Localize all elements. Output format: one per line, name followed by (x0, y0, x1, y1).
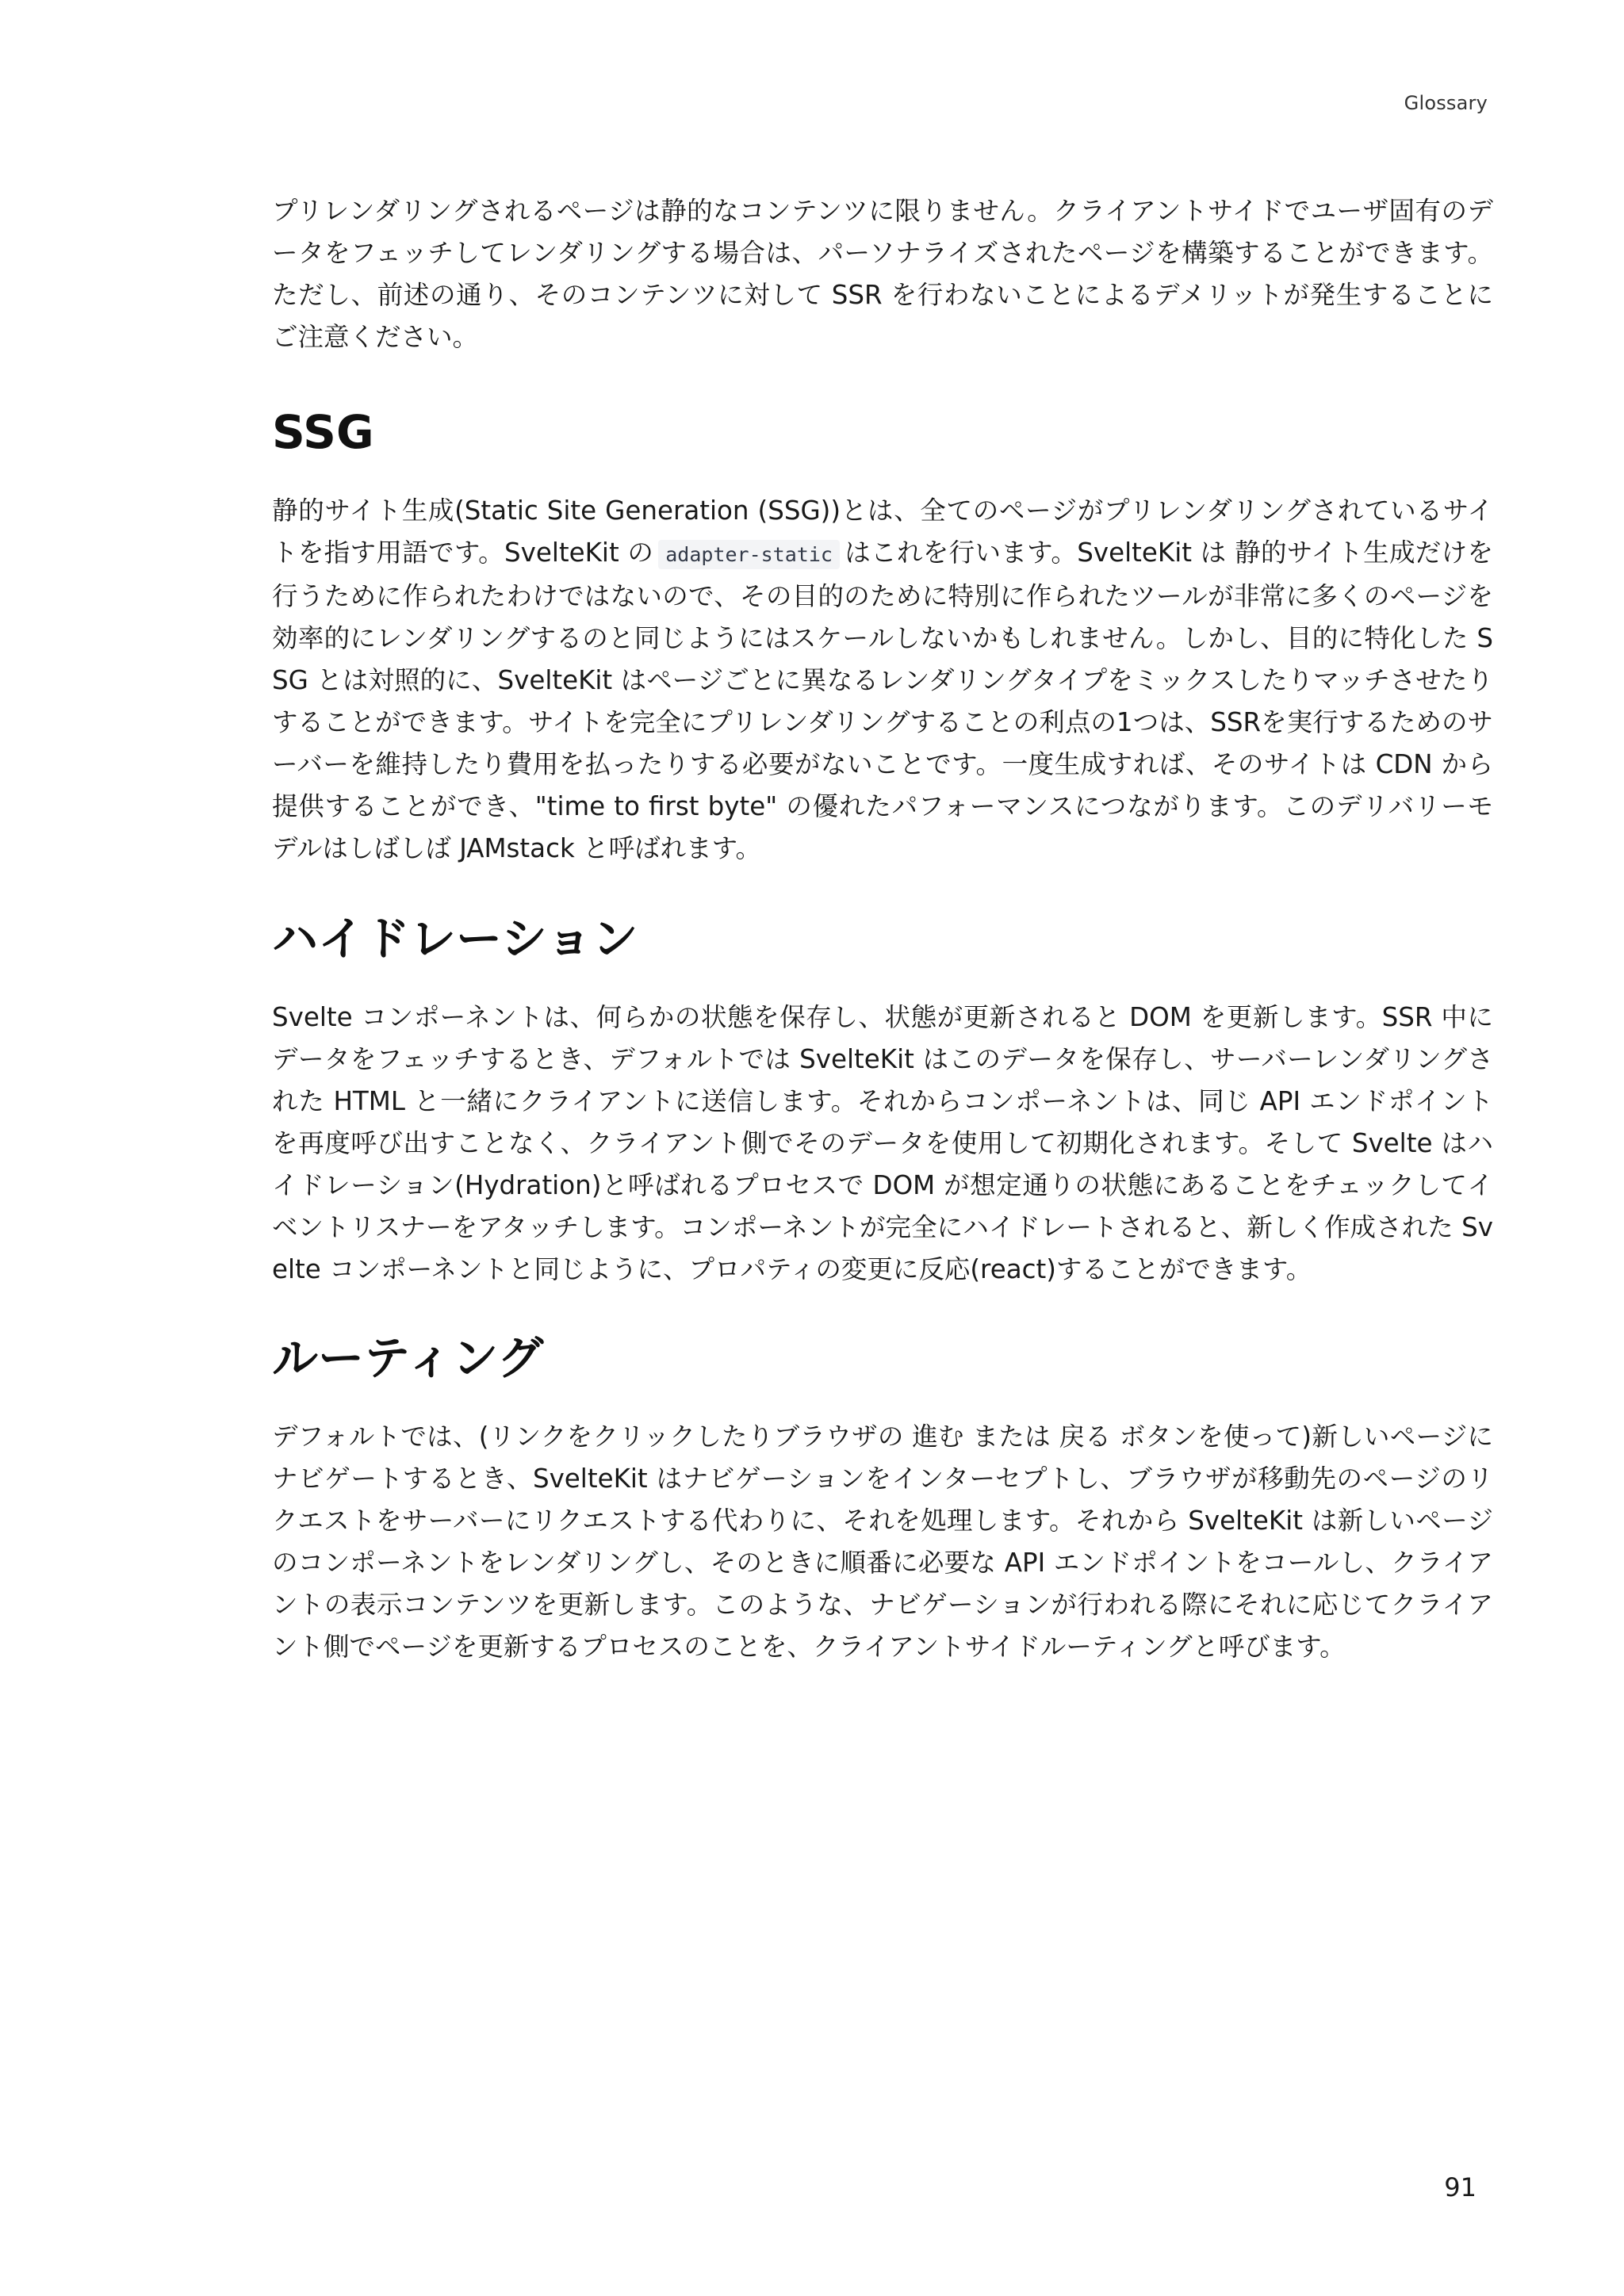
ssg-text-before-code: 静的サイト生成(Static Site Generation (SSG))とは、全てのページがプリレンダリングされているサイトを指す用語です。SvelteKit の (272, 496, 1493, 568)
adapter-static-code: adapter-static (658, 540, 840, 569)
section-heading-routing: ルーティング (272, 1331, 544, 1385)
intro-paragraph: プリレンダリングされるページは静的なコンテンツに限りません。クライアントサイドでユーザ固有のデータをフェッチしてレンダリングする場合は、パーソナライズされたページを構築することができます。ただし、前述の通り、そのコンテンツに対して SSR を行わないことによるデメリットが発生することにご注意ください。 (272, 196, 1493, 352)
section-heading-ssg: SSG (272, 405, 374, 459)
running-header-title: Glossary (1404, 92, 1488, 114)
section-heading-hydration: ハイドレーション (272, 912, 638, 966)
main-content (272, 190, 1493, 1668)
ssg-paragraph (272, 490, 1493, 870)
routing-paragraph: デフォルトでは、(リンクをクリックしたりブラウザの 進む または 戻る ボタンを使って)新しいページにナビゲートするとき、SvelteKit はナビゲーションをインターセプトし、ブラウザが移動先のページのリクエストをサーバーにリクエストする代わりに、それを処理します。それから SvelteKit は新しいページのコンポーネントをレンダリングし、そのときに順番に必要な API エンドポイントをコールし、クライアントの表示コンテンツを更新します。このような、ナビゲーションが行われる際にそれに応じてクライアント側でページを更新するプロセスのことを、クライアントサイドルーティングと呼びます。 (272, 1422, 1493, 1662)
hydration-paragraph: Svelte コンポーネントは、何らかの状態を保存し、状態が更新されると DOM を更新します。SSR 中にデータをフェッチするとき、デフォルトでは SvelteKit はこのデータを保存し、サーバーレンダリングされた HTML と一緒にクライアントに送信します。それからコンポーネントは、同じ API エンドポイントを再度呼び出すことなく、クライアント側でそのデータを使用して初期化されます。そして Svelte はハイドレーション(Hydration)と呼ばれるプロセスで DOM が想定通りの状態にあることをチェックしてイベントリスナーをアタッチします。コンポーネントが完全にハイドレートされると、新しく作成された Svelte コンポーネントと同じように、プロパティの変更に反応(react)することができます。 (272, 1002, 1493, 1284)
ssg-text-after-code: はこれを行います。SvelteKit は 静的サイト生成だけを行うために作られたわけではないので、その目的のために特別に作られたツールが非常に多くのページを効率的にレンダリングするのと同じようにはスケールしないかもしれません。しかし、目的に特化した SSG とは対照的に、SvelteKit はページごとに異なるレンダリングタイプをミックスしたりマッチさせたりすることができます。サイトを完全にプリレンダリングすることの利点の1つは、SSRを実行するためのサーバーを維持したり費用を払ったりする必要がないことです。一度生成すれば、そのサイトは CDN から提供することができ、"time to first byte" の優れたパフォーマンスにつながります。このデリバリーモデルはしばしば JAMstack と呼ばれます。 (272, 538, 1493, 863)
page-number: 91 (1444, 2172, 1477, 2202)
